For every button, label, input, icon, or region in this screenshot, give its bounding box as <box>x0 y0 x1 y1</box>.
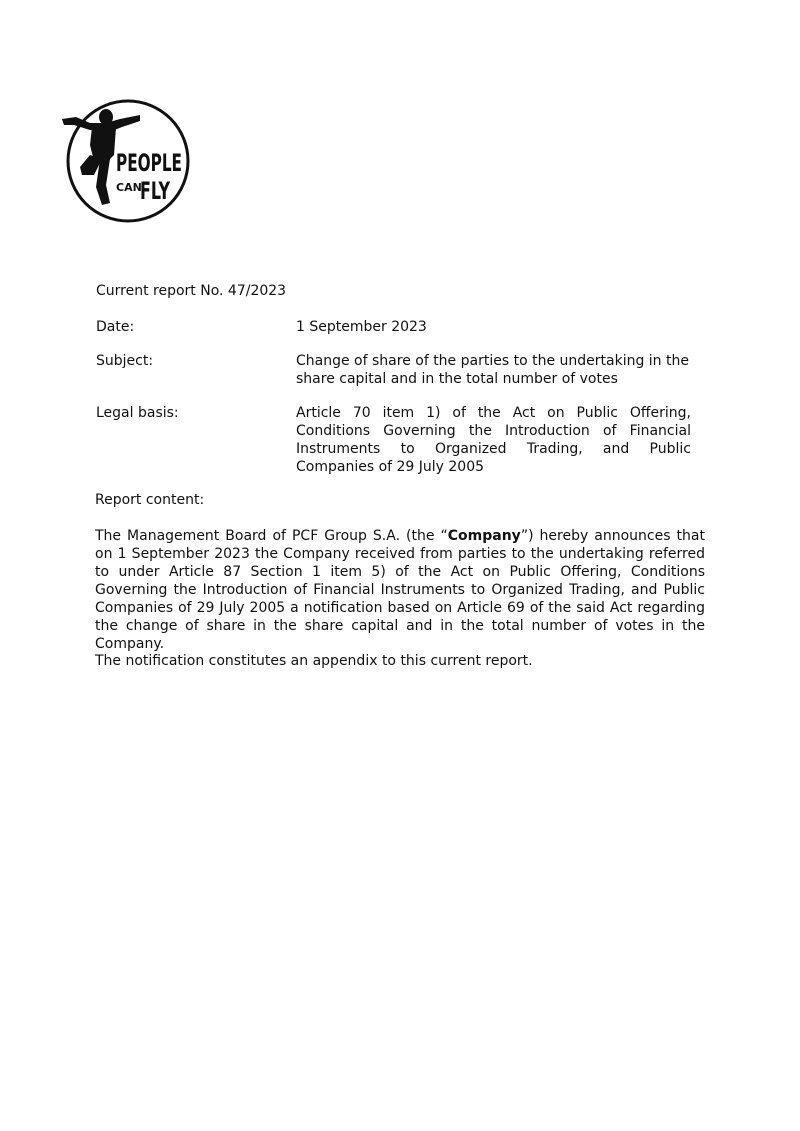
date-value: 1 September 2023 <box>296 319 427 335</box>
company-term: Company <box>447 528 521 544</box>
subject-label: Subject: <box>96 353 154 369</box>
logo-text-people: PEOPLE <box>116 149 182 177</box>
logo-graphic <box>60 97 192 225</box>
report-content-heading: Report content: <box>95 492 205 508</box>
date-label: Date: <box>96 319 135 335</box>
paragraph-prefix: The Management Board of PCF Group S.A. (the “ <box>95 528 448 544</box>
people-can-fly-logo <box>60 97 192 225</box>
legal-basis-label: Legal basis: <box>96 405 179 421</box>
subject-value: Change of share of the parties to the undertaking in the share capital and in the total number of votes <box>296 353 689 387</box>
legal-basis-value: Article 70 item 1) of the Act on Public Offering, Conditions Governing the Introduction of Financial Instruments to Organized Trading, and Public Companies of 29 July 2005 <box>296 405 691 475</box>
appendix-note: The notification constitutes an appendix to this current report. <box>95 653 533 669</box>
report-content-paragraph <box>95 527 705 653</box>
logo-text-fly: FLY <box>140 177 171 205</box>
report-title: Current report No. 47/2023 <box>96 283 287 299</box>
logo-text-can: CAN <box>116 181 142 194</box>
paragraph-suffix: ”) hereby announces that on 1 September 2023 the Company received from parties to the undertaking referred to under Article 87 Section 1 item 5) of the Act on Public Offering, Conditions Governing the Introduction of Financial Instruments to Organized Trading, and Public Companies of 29 July 2005 a notification based on Article 69 of the said Act regarding the change of share in the share capital and in the total number of votes in the Company. <box>95 528 705 652</box>
